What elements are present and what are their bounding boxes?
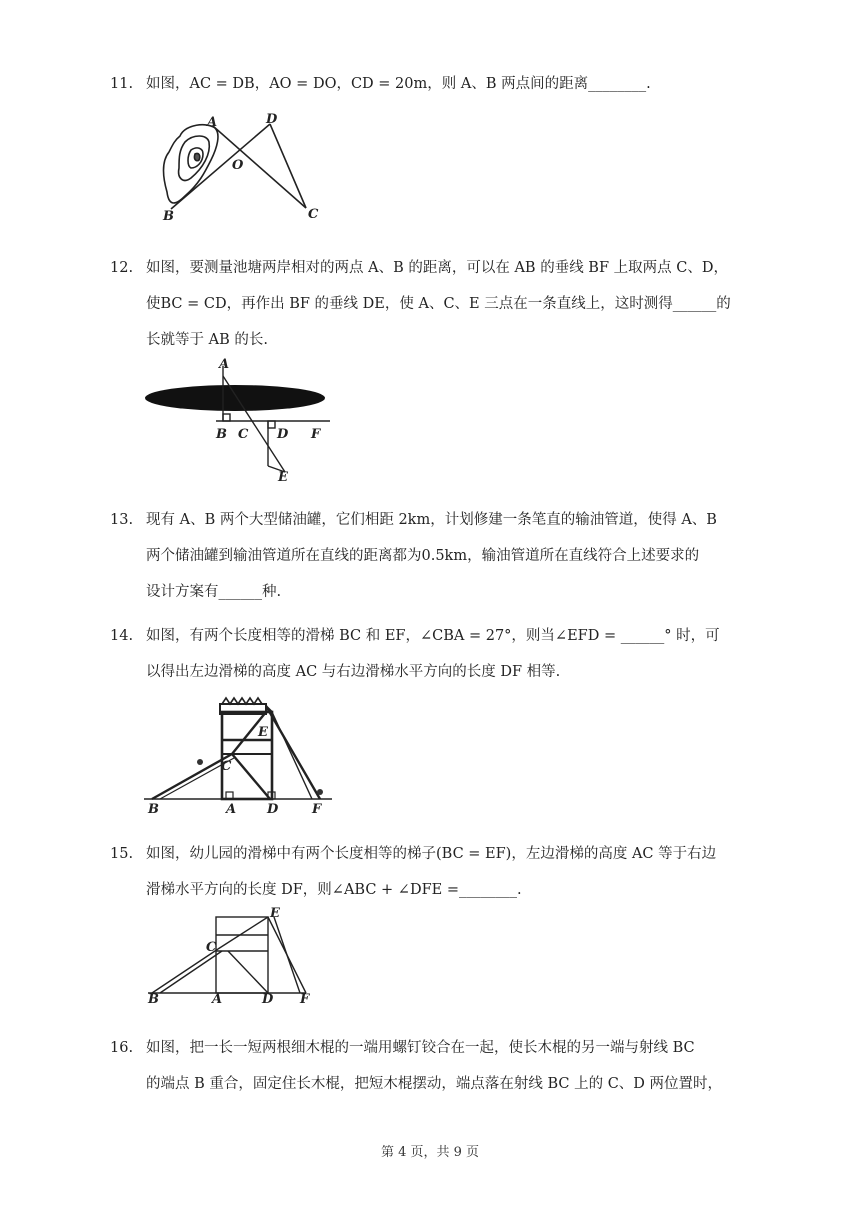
- label-a: A: [212, 992, 223, 1005]
- question-text: 如图，AC = DB，AO = DO，CD = 20m，则 A、B 两点间的距离________.: [146, 76, 651, 92]
- label-b: B: [148, 992, 159, 1005]
- question-text: 现有 A、B 两个大型储油罐，它们相距 2km，计划修建一条笔直的输油管道，使得 A、B: [146, 512, 717, 528]
- label-b: B: [148, 802, 159, 817]
- label-f: F: [311, 427, 321, 442]
- label-f: F: [312, 802, 322, 817]
- figure-15: [142, 905, 322, 1005]
- label-e: E: [278, 470, 288, 484]
- figure-12: [140, 354, 340, 484]
- label-d: D: [277, 427, 289, 442]
- label-d: D: [267, 802, 279, 817]
- label-d: D: [262, 992, 274, 1005]
- label-a: A: [207, 115, 218, 130]
- question-number: 13.: [110, 512, 134, 528]
- label-c: C: [206, 940, 217, 955]
- label-e: E: [270, 906, 280, 921]
- question-text: 两个储油罐到输油管道所在直线的距离都为0.5km，输油管道所在直线符合上述要求的: [146, 548, 700, 564]
- label-b: B: [163, 209, 174, 224]
- question-text: 如图，把一长一短两根细木棍的一端用螺钉铰合在一起，使长木棍的另一端与射线 BC: [146, 1040, 695, 1056]
- label-o: O: [232, 158, 244, 173]
- question-number: 16.: [110, 1040, 134, 1056]
- question-text: 如图，有两个长度相等的滑梯 BC 和 EF，∠CBA = 27°，则当∠EFD = ______° 时，可: [146, 628, 720, 644]
- question-text: 使BC = CD，再作出 BF 的垂线 DE，使 A、C、E 三点在一条直线上，这时测得______的: [146, 296, 731, 312]
- figure-11: [155, 112, 330, 224]
- question-text: 滑梯水平方向的长度 DF，则∠ABC + ∠DFE =________.: [146, 882, 522, 898]
- label-c: C: [308, 207, 319, 222]
- figure-14: [142, 692, 337, 818]
- label-c: C: [221, 759, 232, 774]
- label-b: B: [216, 427, 227, 442]
- label-c: C: [238, 427, 249, 442]
- question-number: 15.: [110, 846, 134, 862]
- question-text: 如图，要测量池塘两岸相对的两点 A、B 的距离，可以在 AB 的垂线 BF 上取两点 C、D，: [146, 260, 728, 276]
- question-number: 14.: [110, 628, 134, 644]
- question-text: 设计方案有______种.: [146, 584, 282, 600]
- label-a: A: [226, 802, 237, 817]
- question-text: 的端点 B 重合，固定住长木棍，把短木棍摆动，端点落在射线 BC 上的 C、D 两位置时，: [146, 1076, 723, 1092]
- label-f: F: [300, 992, 310, 1005]
- question-text: 以得出左边滑梯的高度 AC 与右边滑梯水平方向的长度 DF 相等.: [146, 664, 561, 680]
- question-number: 12.: [110, 260, 134, 276]
- question-text: 如图，幼儿园的滑梯中有两个长度相等的梯子(BC = EF)，左边滑梯的高度 AC 等于右边: [146, 846, 717, 862]
- label-e: E: [258, 725, 268, 740]
- page-footer: 第 4 页，共 9 页: [380, 1145, 480, 1160]
- question-number: 11.: [110, 76, 134, 92]
- label-d: D: [266, 112, 278, 127]
- question-text: 长就等于 AB 的长.: [146, 332, 268, 348]
- label-a: A: [219, 357, 230, 372]
